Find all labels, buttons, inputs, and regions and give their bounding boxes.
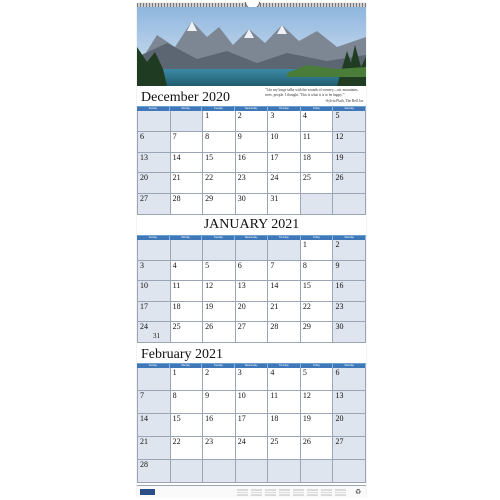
weekday-label: Thursday: [268, 364, 301, 368]
weekday-label: Friday: [301, 107, 334, 111]
day-cell: [236, 414, 269, 436]
day-cell: [171, 132, 204, 152]
day-cell: [301, 240, 334, 260]
week-row: [137, 437, 366, 460]
day-number: 22: [205, 173, 214, 183]
day-cell: [137, 240, 171, 260]
day-cell: [171, 240, 204, 260]
day-number: 9: [205, 391, 210, 400]
day-number: 27: [140, 194, 148, 204]
day-number: 8: [302, 260, 307, 270]
day-number: 3: [237, 368, 242, 377]
day-cell: [301, 132, 334, 152]
day-cell: [333, 391, 366, 413]
weeks-container: [137, 240, 366, 343]
day-number: 10: [237, 391, 246, 400]
day-number: 3: [270, 111, 275, 120]
day-cell: [137, 302, 171, 322]
mini-calendar: [265, 488, 276, 496]
weekday-label: Thursday: [268, 107, 301, 111]
day-cell: [268, 132, 301, 152]
day-number: 20: [140, 173, 148, 183]
day-number: 15: [172, 414, 181, 423]
day-cell: [333, 240, 366, 260]
week-row: [137, 111, 366, 132]
day-cell: [268, 322, 301, 342]
day-number: 3: [140, 260, 144, 270]
day-cell: [333, 414, 366, 436]
week-row: [137, 368, 366, 391]
day-cell: [137, 322, 171, 342]
day-number: 1: [302, 240, 307, 249]
day-cell: [171, 153, 204, 173]
mini-calendar: [293, 488, 304, 496]
day-cell: [268, 281, 301, 301]
weekday-label: Tuesday: [202, 107, 235, 111]
day-number: 15: [302, 281, 311, 291]
day-number: 31: [153, 332, 160, 341]
day-number: 27: [335, 437, 344, 446]
day-number: 21: [172, 173, 181, 183]
day-cell: [203, 240, 236, 260]
day-cell: [236, 322, 269, 342]
day-cell: [171, 281, 204, 301]
day-cell: [301, 153, 334, 173]
day-number: 7: [140, 391, 144, 400]
day-cell: [171, 194, 204, 214]
weekday-label: Wednesday: [235, 364, 268, 368]
day-number: 7: [172, 131, 177, 141]
day-number: 21: [270, 301, 279, 311]
week-row: [137, 194, 366, 215]
week-row: [137, 240, 366, 261]
day-number: 22: [302, 301, 311, 311]
day-cell: [137, 368, 171, 390]
weekday-label: Saturday: [333, 236, 366, 240]
day-cell: [137, 391, 171, 413]
day-number: 18: [172, 301, 181, 311]
day-number: 12: [335, 131, 344, 141]
day-cell: [301, 173, 334, 193]
day-cell: [236, 132, 269, 152]
day-number: 19: [302, 414, 311, 423]
day-cell: [236, 261, 269, 281]
month-grid-february: [137, 363, 366, 483]
day-number: 22: [172, 437, 181, 446]
day-cell: [171, 414, 204, 436]
week-row: [137, 414, 366, 437]
day-number: 16: [237, 152, 246, 162]
day-number: 9: [335, 260, 340, 270]
day-cell: [171, 391, 204, 413]
day-number: 26: [302, 437, 311, 446]
day-number: 14: [172, 152, 181, 162]
day-number: 5: [302, 368, 307, 377]
day-number: 2: [237, 111, 242, 120]
day-cell: [203, 173, 236, 193]
day-number: 1: [172, 368, 177, 377]
month-grid-december: [137, 106, 366, 215]
week-row: [137, 132, 366, 153]
day-number: 28: [270, 322, 279, 332]
day-number: 10: [140, 281, 148, 291]
day-number: 11: [270, 391, 279, 400]
day-cell: [301, 414, 334, 436]
weekday-label: Friday: [301, 236, 334, 240]
day-cell: [203, 414, 236, 436]
day-number: 16: [335, 281, 344, 291]
day-cell: [333, 261, 366, 281]
recycle-icon: ♻: [355, 488, 362, 496]
day-cell: [333, 132, 366, 152]
mini-calendar: [279, 488, 290, 496]
month-title-february: February 2021: [141, 347, 224, 362]
day-number: 27: [237, 322, 246, 332]
week-row: [137, 153, 366, 174]
day-cell: [268, 261, 301, 281]
day-cell: [268, 414, 301, 436]
day-cell: [236, 111, 269, 131]
day-number: 11: [302, 131, 311, 141]
calendar-footer: [137, 485, 366, 498]
day-cell: [203, 460, 236, 482]
day-cell: [268, 368, 301, 390]
day-number: 11: [172, 281, 181, 291]
day-number: 5: [205, 260, 210, 270]
day-cell: [137, 437, 171, 459]
day-cell: [236, 194, 269, 214]
month-title-december: December 2020: [141, 90, 231, 105]
day-number: 31: [270, 194, 279, 204]
day-number: 24: [140, 322, 148, 332]
day-number: 30: [237, 194, 246, 204]
day-cell: [236, 281, 269, 301]
day-cell: [301, 391, 334, 413]
weekday-label: Monday: [170, 364, 203, 368]
day-cell: [203, 322, 236, 342]
day-cell: [203, 194, 236, 214]
day-number: 4: [302, 111, 307, 120]
day-number: 4: [270, 368, 275, 377]
day-cell: [301, 460, 334, 482]
day-number: 2: [335, 240, 340, 249]
day-number: 14: [270, 281, 279, 291]
day-cell: [137, 414, 171, 436]
day-cell: [301, 194, 334, 214]
day-cell: [301, 368, 334, 390]
day-cell: [203, 302, 236, 322]
day-number: 24: [270, 173, 279, 183]
landscape-image: [137, 7, 366, 86]
day-cell: [333, 437, 366, 459]
day-cell: [171, 302, 204, 322]
day-cell: [268, 173, 301, 193]
day-cell: [268, 460, 301, 482]
week-row: [137, 261, 366, 282]
day-cell: [333, 302, 366, 322]
mini-calendar: [335, 488, 346, 496]
day-cell: [333, 368, 366, 390]
day-cell: [236, 437, 269, 459]
day-cell: [137, 460, 171, 482]
weekday-label: Friday: [301, 364, 334, 368]
day-cell: [301, 437, 334, 459]
day-cell: [268, 302, 301, 322]
day-number: 17: [270, 152, 279, 162]
day-cell: [137, 281, 171, 301]
week-row: [137, 281, 366, 302]
brand-logo: [140, 489, 155, 495]
day-cell: [203, 281, 236, 301]
mountain-lake-photo: [137, 7, 366, 86]
day-number: 29: [205, 194, 214, 204]
day-cell: [137, 194, 171, 214]
day-number: 4: [172, 260, 177, 270]
week-row: [137, 391, 366, 414]
wall-calendar: [137, 3, 366, 497]
day-cell: [203, 368, 236, 390]
day-number: 10: [270, 131, 279, 141]
mini-calendar: [251, 488, 262, 496]
day-cell: [268, 194, 301, 214]
day-cell: [236, 240, 269, 260]
day-cell: [171, 368, 204, 390]
day-cell: [333, 194, 366, 214]
day-number: 19: [205, 301, 214, 311]
day-cell: [203, 391, 236, 413]
weekday-label: Sunday: [137, 107, 170, 111]
day-cell: [333, 460, 366, 482]
day-number: 23: [237, 173, 246, 183]
day-cell: [301, 322, 334, 342]
day-cell: [236, 153, 269, 173]
day-number: 24: [237, 437, 246, 446]
day-cell: [137, 111, 171, 131]
day-number: 6: [140, 131, 144, 141]
day-number: 13: [335, 391, 344, 400]
day-number: 6: [237, 260, 242, 270]
day-cell: [301, 261, 334, 281]
weekday-label: Monday: [170, 107, 203, 111]
day-cell: [236, 368, 269, 390]
day-number: 17: [237, 414, 246, 423]
day-number: 23: [205, 437, 214, 446]
day-cell: [333, 153, 366, 173]
day-cell: [171, 437, 204, 459]
day-cell: [137, 153, 171, 173]
day-number: 9: [237, 131, 242, 141]
mini-calendar: [237, 488, 248, 496]
day-cell: [203, 153, 236, 173]
day-number: 25: [172, 322, 181, 332]
day-number: 14: [140, 414, 148, 423]
day-number: 8: [172, 391, 177, 400]
day-cell: [268, 391, 301, 413]
weeks-container: [137, 368, 366, 483]
day-cell: [333, 281, 366, 301]
day-cell: [137, 261, 171, 281]
day-number: 16: [205, 414, 214, 423]
day-number: 18: [302, 152, 311, 162]
week-row: [137, 322, 366, 343]
quote-text: "I do my longs-talks with the sounds of scenery—air, mountains, trees, people. I thought, 'This is what it is to be happy.'": [265, 88, 359, 97]
mini-calendar: [321, 488, 332, 496]
day-number: 13: [140, 152, 148, 162]
day-number: 26: [205, 322, 214, 332]
day-cell: [268, 240, 301, 260]
mini-calendar: [307, 488, 318, 496]
day-cell: [333, 111, 366, 131]
week-row: [137, 460, 366, 483]
day-cell: [236, 302, 269, 322]
day-number: 12: [205, 281, 214, 291]
day-cell: [236, 460, 269, 482]
day-number: 1: [205, 111, 210, 120]
weekday-label: Monday: [170, 236, 203, 240]
week-row: [137, 302, 366, 323]
day-number: 28: [140, 460, 148, 469]
weekday-label: Sunday: [137, 364, 170, 368]
day-number: 6: [335, 368, 340, 377]
weekday-label: Sunday: [137, 236, 170, 240]
day-cell: [333, 173, 366, 193]
day-number: 20: [237, 301, 246, 311]
day-cell: [171, 322, 204, 342]
day-cell: [203, 437, 236, 459]
week-row: [137, 173, 366, 194]
day-cell: [171, 460, 204, 482]
day-number: 15: [205, 152, 214, 162]
day-number: 17: [140, 301, 148, 311]
day-number: 12: [302, 391, 311, 400]
day-cell: [268, 153, 301, 173]
day-number: 19: [335, 152, 344, 162]
quote-block: [265, 88, 363, 104]
month-title-january: JANUARY 2021: [203, 217, 300, 232]
day-cell: [301, 302, 334, 322]
day-cell: [268, 111, 301, 131]
day-cell: [171, 173, 204, 193]
day-number: 21: [140, 437, 148, 446]
day-cell: [333, 322, 366, 342]
weekday-label: Wednesday: [235, 107, 268, 111]
day-number: 18: [270, 414, 279, 423]
day-cell: [236, 391, 269, 413]
day-cell: [137, 173, 171, 193]
weekday-label: Thursday: [268, 236, 301, 240]
day-number: 7: [270, 260, 275, 270]
day-cell: [236, 173, 269, 193]
day-number: 23: [335, 301, 344, 311]
day-number: 30: [335, 322, 344, 332]
weekday-label: Wednesday: [235, 236, 268, 240]
day-number: 20: [335, 414, 344, 423]
day-cell: [203, 111, 236, 131]
day-number: 8: [205, 131, 210, 141]
quote-attribution: -Sylvia Plath, The Bell Jar: [325, 98, 363, 103]
day-cell: [268, 437, 301, 459]
day-number: 2: [205, 368, 210, 377]
day-cell: [171, 261, 204, 281]
day-number: 28: [172, 194, 181, 204]
day-cell: [301, 111, 334, 131]
day-cell: [203, 132, 236, 152]
day-number: 29: [302, 322, 311, 332]
day-cell: [171, 111, 204, 131]
day-number: 25: [270, 437, 279, 446]
weekday-label: Saturday: [333, 107, 366, 111]
day-number: 5: [335, 111, 340, 120]
day-cell: [137, 132, 171, 152]
day-number: 13: [237, 281, 246, 291]
day-cell: [203, 261, 236, 281]
day-cell: [301, 281, 334, 301]
weekday-label: Tuesday: [202, 236, 235, 240]
month-grid-january: [137, 235, 366, 343]
weekday-label: Tuesday: [202, 364, 235, 368]
day-number: 25: [302, 173, 311, 183]
weekday-label: Saturday: [333, 364, 366, 368]
weeks-container: [137, 111, 366, 215]
day-number: 26: [335, 173, 344, 183]
